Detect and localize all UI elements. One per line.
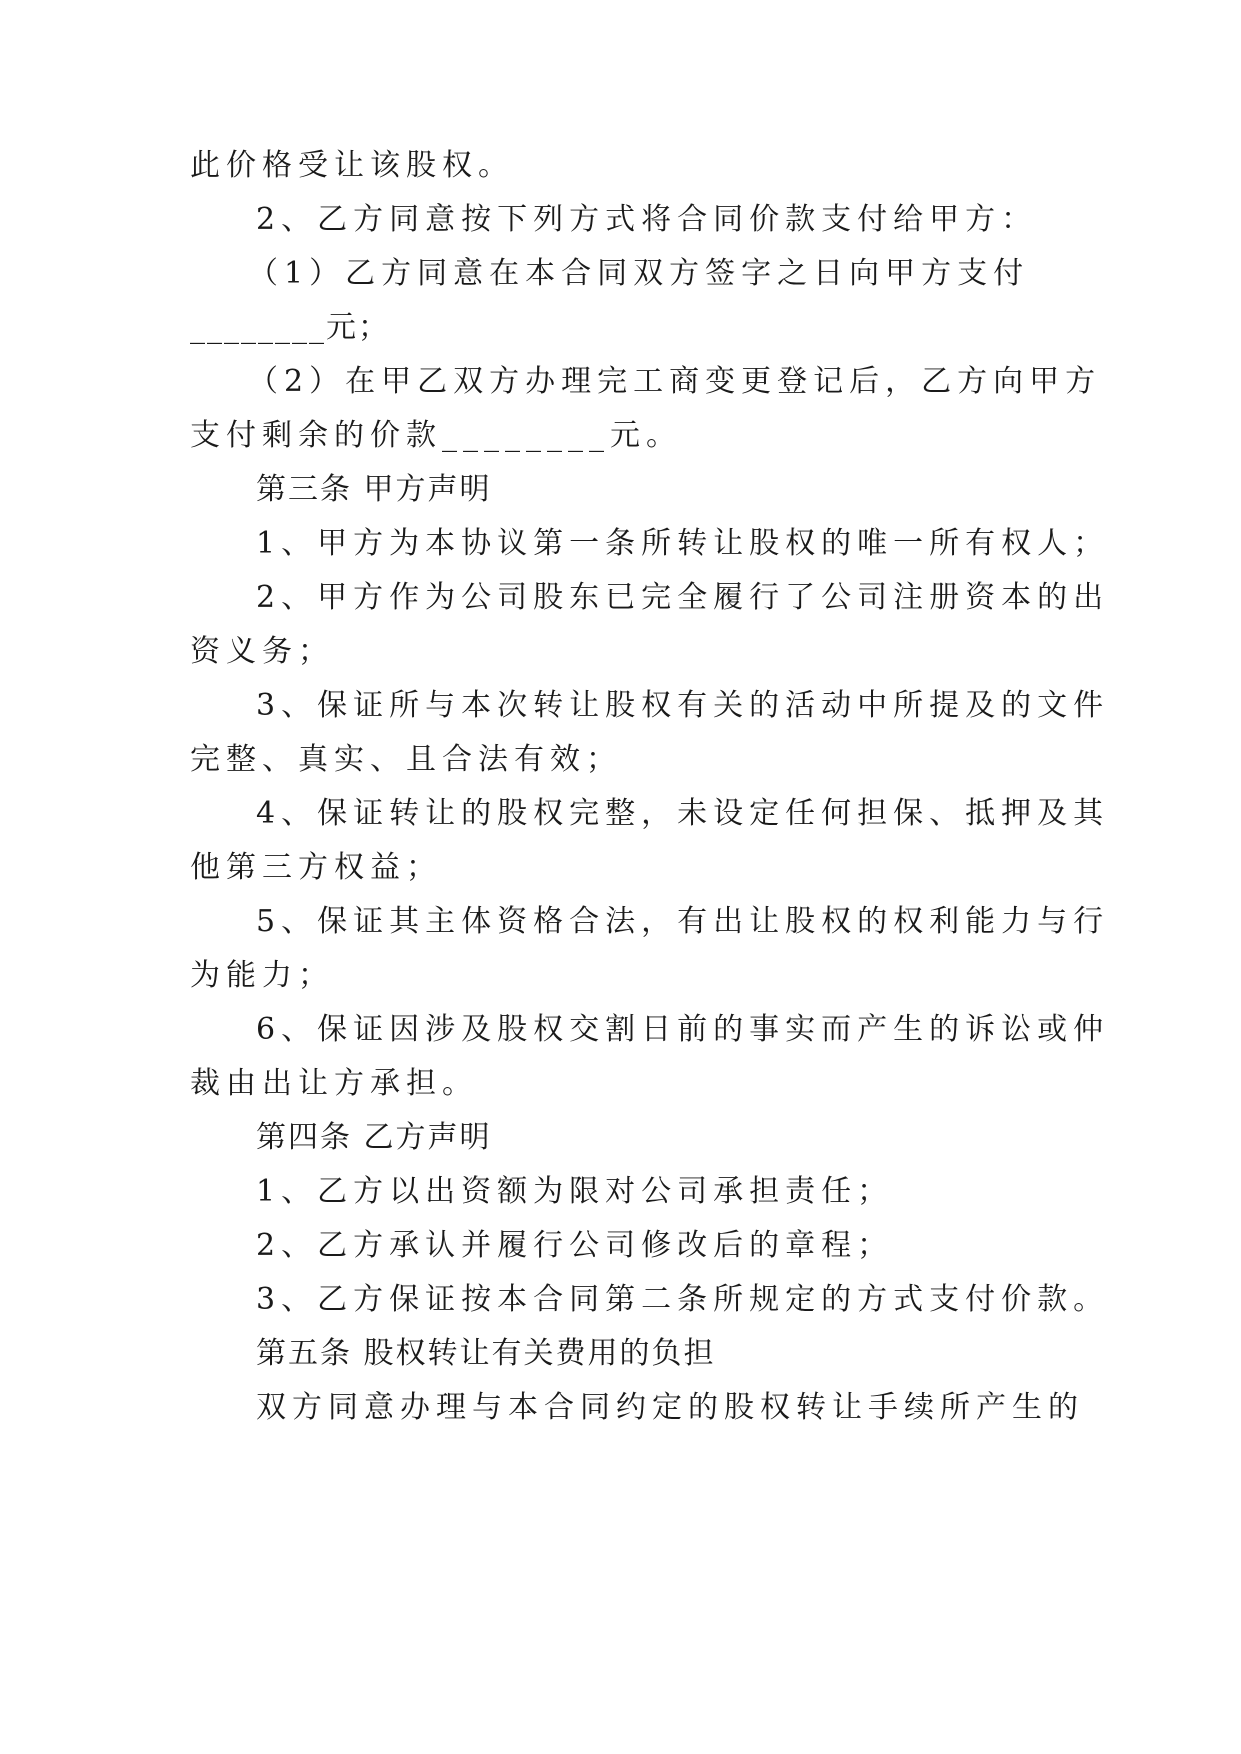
text-line: 双方同意办理与本合同约定的股权转让手续所产生的: [256, 1390, 1084, 1425]
text-line: 2、乙方承认并履行公司修改后的章程；: [256, 1228, 894, 1263]
text-line: 3、保证所与本次转让股权有关的活动中所提及的文件: [256, 688, 1110, 723]
text-line: 他第三方权益；: [190, 850, 442, 885]
text-line: 2、甲方作为公司股东已完全履行了公司注册资本的出: [256, 580, 1110, 615]
text-line: （2）在甲乙双方办理完工商变更登记后，乙方向甲方: [248, 364, 1102, 399]
text-line: 2、乙方同意按下列方式将合同价款支付给甲方：: [256, 202, 1038, 237]
text-line: 1、乙方以出资额为限对公司承担责任；: [256, 1174, 894, 1209]
text-line: 支付剩余的价款________元。: [190, 418, 682, 453]
text-line: 4、保证转让的股权完整，未设定任何担保、抵押及其: [256, 796, 1110, 831]
text-line: 为能力；: [190, 958, 334, 993]
text-line: 3、乙方保证按本合同第二条所规定的方式支付价款。: [256, 1282, 1110, 1317]
text-line: 6、保证因涉及股权交割日前的事实而产生的诉讼或仲: [256, 1012, 1110, 1047]
text-line: 完整、真实、且合法有效；: [190, 742, 622, 777]
text-line: 资义务；: [190, 634, 334, 669]
text-line: 5、保证其主体资格合法，有出让股权的权利能力与行: [256, 904, 1110, 939]
text-line: （1）乙方同意在本合同双方签字之日向甲方支付: [248, 256, 1030, 291]
text-line: 此价格受让该股权。: [190, 148, 514, 183]
section-heading: 第三条 甲方声明: [256, 472, 492, 507]
section-heading: 第五条 股权转让有关费用的负担: [256, 1336, 716, 1371]
text-line: 裁由出让方承担。: [190, 1066, 478, 1101]
section-heading: 第四条 乙方声明: [256, 1120, 492, 1155]
text-line: ________元；: [190, 310, 390, 345]
text-line: 1、甲方为本协议第一条所转让股权的唯一所有权人；: [256, 526, 1110, 561]
